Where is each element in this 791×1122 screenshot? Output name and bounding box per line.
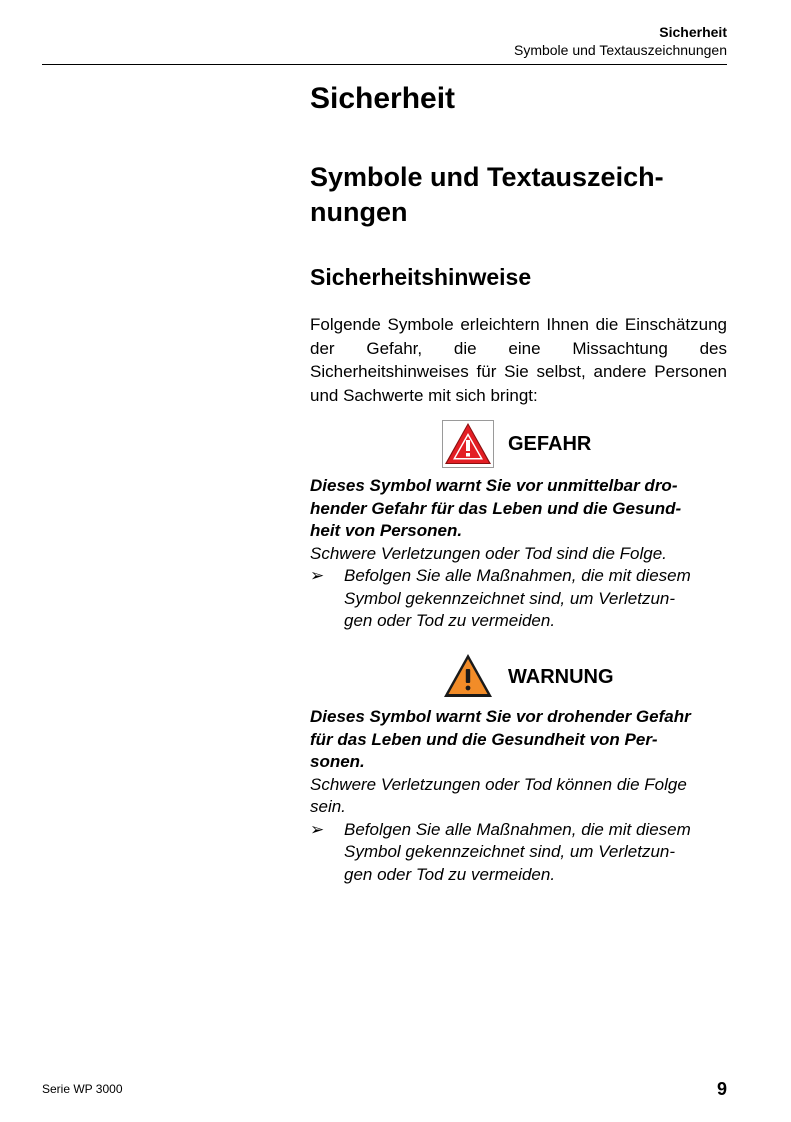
running-header-subtitle: Symbole und Textauszeichnungen: [513, 42, 727, 58]
running-header-title: Sicherheit: [659, 24, 727, 40]
warning-label: WARNUNG: [508, 666, 614, 688]
warning-warning-line-1: Dieses Symbol warnt Sie vor drohender Gefahr: [310, 707, 691, 726]
danger-sign: [310, 420, 727, 472]
danger-warning-line-3: heit von Personen.: [310, 521, 463, 540]
warning-consequence-line-2: sein.: [310, 797, 346, 816]
warning-consequence-line-1: Schwere Verletzungen oder Tod können die Folge: [310, 774, 687, 794]
warning-instruction-line-1: Befolgen Sie alle Maßnahmen, die mit diesem: [344, 819, 691, 839]
warning-sign: [310, 652, 727, 704]
section-heading: [310, 160, 727, 230]
chapter-heading: Sicherheit: [310, 82, 456, 115]
section-heading-line-2: nungen: [310, 197, 408, 227]
subsection-heading: Sicherheitshinweise: [310, 264, 532, 290]
footer-series: Serie WP 3000: [42, 1082, 123, 1096]
warning-instruction-line-3: gen oder Tod zu vermeiden.: [344, 864, 556, 884]
intro-paragraph: Folgende Symbole erleichtern Ihnen die Einschätzung der Gefahr, die eine Missachtung des Sicherheitshinweises für Sie selbst, andere Personen und Sachwerte mit sich bringt:: [310, 315, 727, 405]
warning-instruction: [310, 819, 727, 887]
arrow-bullet-icon: ➢: [310, 819, 325, 839]
danger-consequence: Schwere Verletzungen oder Tod sind die Folge.: [310, 543, 667, 563]
section-heading-line-1: Symbole und Textauszeich-: [310, 162, 664, 192]
danger-instruction-line-1: Befolgen Sie alle Maßnahmen, die mit diesem: [344, 566, 691, 585]
danger-warning-line-2: hender Gefahr für das Leben und die Gesund-: [310, 498, 682, 518]
danger-instruction: [310, 565, 727, 633]
warning-warning-line-3: sonen.: [310, 752, 365, 771]
warning-triangle-icon: [442, 652, 494, 700]
page-number: 9: [716, 1079, 727, 1099]
danger-label: GEFAHR: [508, 433, 592, 455]
danger-instruction-line-2: Symbol gekennzeichnet sind, um Verletzun-: [344, 588, 676, 608]
danger-description: [310, 475, 727, 633]
warning-warning-line-2: für das Leben und die Gesundheit von Per-: [310, 729, 658, 749]
danger-instruction-line-3: gen oder Tod zu vermeiden.: [344, 611, 556, 630]
warning-instruction-line-2: Symbol gekennzeichnet sind, um Verletzun-: [344, 842, 676, 861]
danger-triangle-icon: [442, 420, 494, 468]
header-divider: [42, 64, 727, 65]
danger-warning-line-1: Dieses Symbol warnt Sie vor unmittelbar dro-: [310, 476, 678, 495]
arrow-bullet-icon: ➢: [310, 566, 325, 585]
warning-description: [310, 706, 727, 886]
